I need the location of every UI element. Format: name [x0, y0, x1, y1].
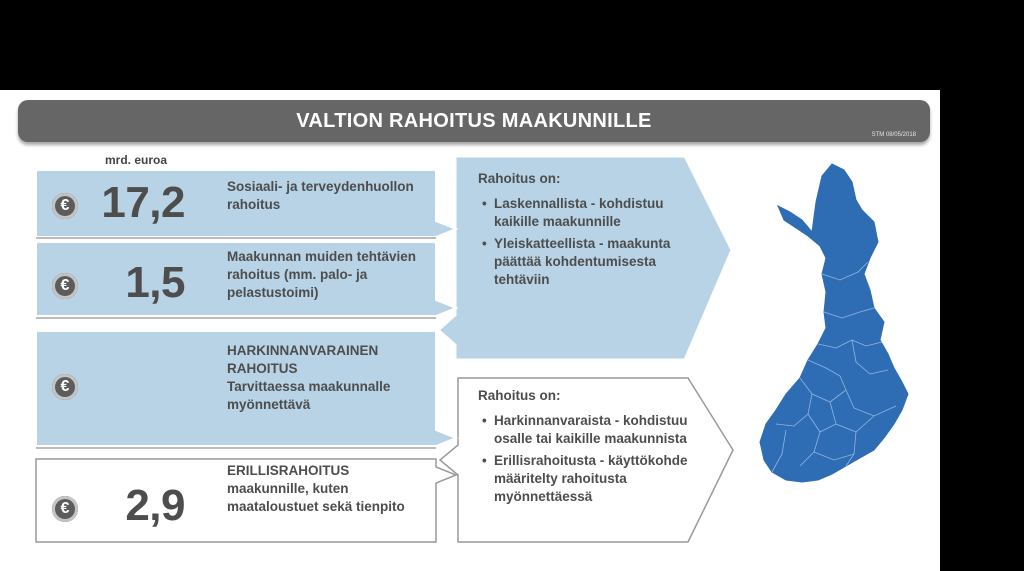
- amount-row-1: 17,2: [101, 178, 185, 227]
- info-white-list: [478, 412, 688, 506]
- euro-coin-icon: €: [52, 273, 78, 299]
- amount-row-4: 2,9: [125, 481, 185, 530]
- finland-outline: [760, 164, 908, 482]
- finland-map: [756, 162, 916, 502]
- info-box-white: [478, 387, 688, 510]
- list-item: • Laskennallista - kohdistuu kaikille maakunnille: [478, 195, 678, 231]
- info-blue-heading: Rahoitus on:: [478, 171, 561, 186]
- row-1-description: Sosiaali- ja terveydenhuollon rahoitus: [227, 179, 414, 212]
- row-3-title: HARKINNANVARAINEN RAHOITUS: [227, 343, 379, 376]
- amount-row-2: 1,5: [125, 258, 185, 307]
- list-item: • Yleiskatteellista - maakunta päättää kohdentumisesta tehtäviin: [478, 235, 678, 289]
- info-white-heading: Rahoitus on:: [478, 388, 561, 403]
- row-3-description: [227, 342, 427, 414]
- row-3-text: Tarvittaessa maakunnalle myönnettävä: [227, 379, 391, 412]
- date-tag: STM 08/05/2018: [871, 132, 916, 138]
- row-4-text: maakunnille, kuten maataloustuet sekä tienpito: [227, 481, 405, 514]
- row-2-description: Maakunnan muiden tehtävien rahoitus (mm. palo- ja pelastustoimi): [227, 249, 417, 300]
- slide: [0, 90, 940, 571]
- info-box-blue: [478, 170, 678, 293]
- slide-title: VALTION RAHOITUS MAAKUNNILLE: [296, 110, 652, 132]
- info-blue-list: [478, 195, 678, 289]
- list-item: • Erillisrahoitusta - käyttökohde määritelty rahoitusta myönnettäessä: [478, 452, 688, 506]
- euro-coin-icon: €: [52, 193, 78, 219]
- euro-coin-icon: €: [52, 496, 78, 522]
- euro-coin-icon: €: [52, 374, 78, 400]
- list-item: • Harkinnanvaraista - kohdistuu osalle tai kaikille maakunnista: [478, 412, 688, 448]
- row-4-description: [227, 462, 427, 516]
- unit-label: mrd. euroa: [105, 153, 168, 167]
- row-4-title: ERILLISRAHOITUS: [227, 463, 350, 478]
